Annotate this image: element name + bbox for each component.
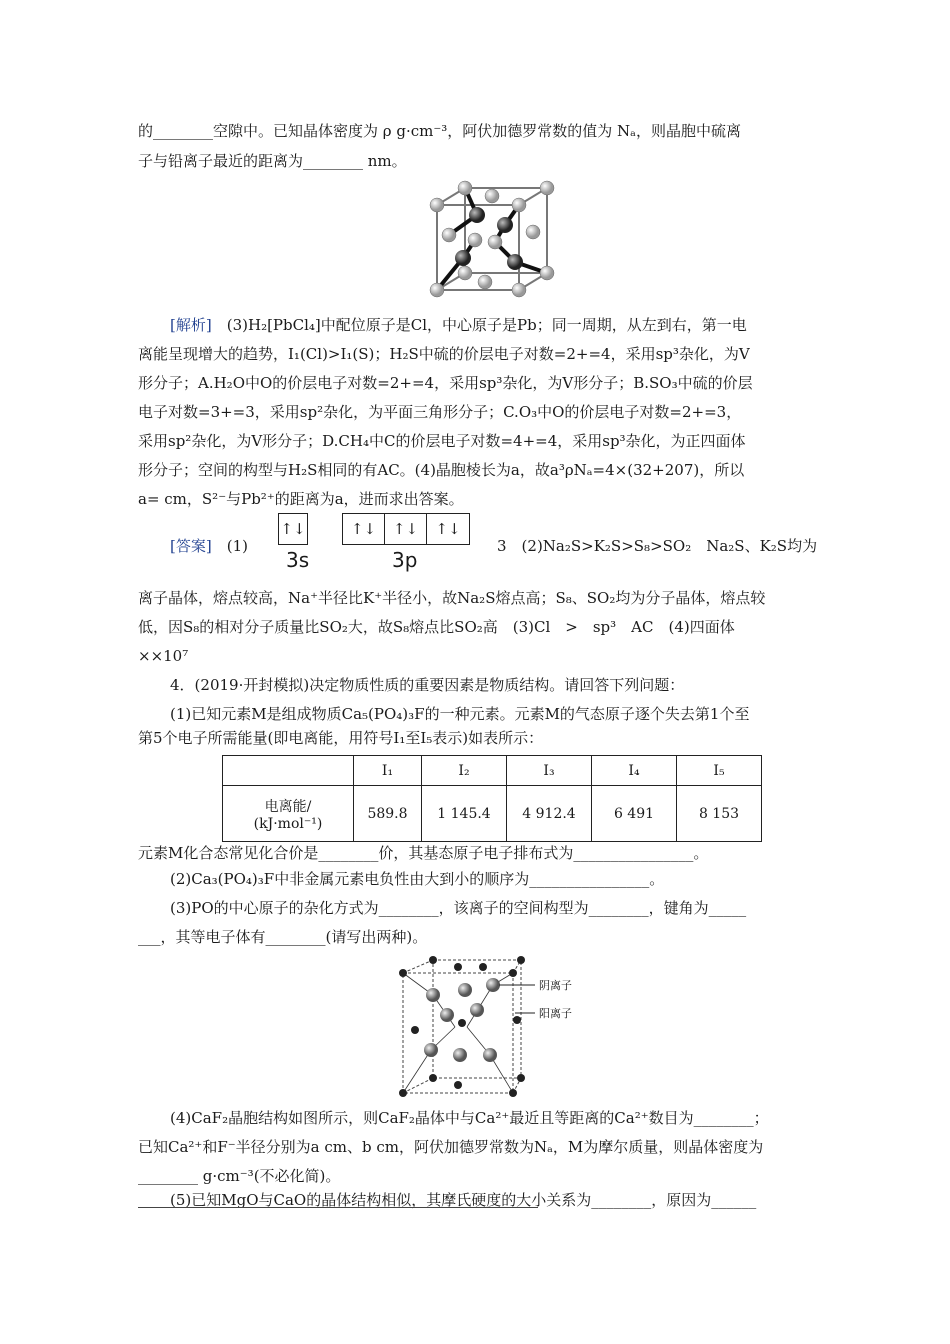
q4-stem: 4．(2019·开封模拟)决定物质性质的重要因素是物质结构。请回答下列问题： [170, 676, 685, 694]
text-line: (3)PO的中心原子的杂化方式为________，该离子的空间构型为________，键角为_____ [170, 899, 747, 917]
orbital-3p-box [342, 513, 470, 545]
text-line: 元素M化合态常见化合价是________价，其基态原子电子排布式为________________。 [138, 844, 709, 862]
text-line: 形分子；空间的构型与H₂S相同的有AC。(4)晶胞棱长为a，故a³ρNₐ=4×(32+207)，所以 [138, 461, 745, 479]
text-line: 离子晶体，熔点较高，Na⁺半径比K⁺半径小，故Na₂S熔点高；S₈、SO₂均为分子晶体，熔点较 [138, 589, 766, 607]
anion-label: 阴离子 [539, 979, 572, 992]
table-cell: 6 491 [592, 786, 677, 842]
text-line: 已知Ca²⁺和F⁻半径分别为a cm、b cm，阿伏加德罗常数为Nₐ，M为摩尔质量，则晶体密度为 [138, 1138, 764, 1156]
text-line: ××10⁷ [138, 647, 189, 665]
text-line: (4)CaF₂晶胞结构如图所示，则CaF₂晶体中与Ca²⁺最近且等距离的Ca²⁺数目为________； [170, 1109, 769, 1127]
orbital-3p-label: 3p [392, 548, 418, 572]
caf2-crystal-figure [395, 955, 595, 1105]
table-cell: I₂ [422, 756, 507, 786]
text-line: 采用sp²杂化，为V形分子；D.CH₄中C的价层电子对数=4+=4，采用sp³杂化，为正四面体 [138, 432, 746, 450]
text-span: (1) [226, 537, 248, 555]
table-cell: I₄ [592, 756, 677, 786]
table-cell: I₅ [677, 756, 762, 786]
text-line: (5)已知MgO与CaO的晶体结构相似，其摩氏硬度的大小关系为________，原因为______ [170, 1191, 757, 1209]
analysis-line-1 [170, 314, 747, 336]
orbital-3s-label: 3s [286, 548, 310, 572]
orbital-cell: ↑↓ [385, 514, 427, 544]
text-line: 子与铅离子最近的距离为________ nm。 [138, 152, 407, 170]
table-cell: 589.8 [354, 786, 422, 842]
text-line: 形分子；A.H₂O中O的价层电子对数=2+=4，采用sp³杂化，为V形分子；B.SO₃中硫的价层 [138, 374, 753, 392]
table-header-row [223, 756, 762, 786]
text-line: 低，因S₈的相对分子质量比SO₂大，故S₈熔点比SO₂高 (3)Cl > sp³ AC (4)四面体 [138, 618, 735, 636]
analysis-tag: [解析] [170, 316, 212, 334]
table-cell [223, 756, 354, 786]
text-line: 第5个电子所需能量(即电离能，用符号I₁至I₅表示)如表所示： [138, 729, 544, 747]
orbital-cell: ↑↓ [343, 514, 385, 544]
table-row [223, 786, 762, 842]
orbital-cell: ↑↓ [280, 520, 306, 538]
text-span: (3)H₂[PbCl₄]中配位原子是Cl，中心原子是Pb；同一周期，从左到右，第一电 [226, 316, 747, 334]
answer-rule-line [138, 1207, 538, 1208]
orbital-3s-box [278, 513, 308, 545]
text-line: (1)已知元素M是组成物质Ca₅(PO₄)₃F的一种元素。元素M的气态原子逐个失去第1个至 [170, 705, 750, 723]
table-cell: I₁ [354, 756, 422, 786]
text-line: ________ g·cm⁻³(不必化简)。 [138, 1167, 341, 1185]
cation-label: 阳离子 [539, 1007, 572, 1020]
text-line: 的________空隙中。已知晶体密度为 ρ g·cm⁻³，阿伏加德罗常数的值为 Nₐ，则晶胞中硫离 [138, 122, 741, 140]
table-cell: I₃ [507, 756, 592, 786]
text-line: ___，其等电子体有________(请写出两种)。 [138, 928, 428, 946]
text-line: (2)Ca₃(PO₄)₃F中非金属元素电负性由大到小的顺序为________________。 [170, 870, 665, 888]
pbs-crystal-figure [425, 180, 560, 300]
answer-line [170, 535, 248, 557]
orbital-cell: ↑↓ [435, 520, 461, 538]
answer-tag: [答案] [170, 537, 212, 555]
table-cell: 1 145.4 [422, 786, 507, 842]
text-line: a= cm，S²⁻与Pb²⁺的距离为a，进而求出答案。 [138, 490, 464, 508]
ionization-energy-table [222, 755, 762, 842]
row-label-unit: (kJ·mol⁻¹) [253, 815, 323, 832]
table-cell: 8 153 [677, 786, 762, 842]
text-line: 3 (2)Na₂S>K₂S>S₈>SO₂ Na₂S、K₂S均为 [497, 537, 818, 555]
table-cell [223, 786, 354, 842]
text-line: 离能呈现增大的趋势，I₁(Cl)>I₁(S)；H₂S中硫的价层电子对数=2+=4，采用sp³杂化，为V [138, 345, 750, 363]
row-label: 电离能/ [264, 798, 312, 815]
table-cell: 4 912.4 [507, 786, 592, 842]
text-line: 电子对数=3+=3，采用sp²杂化，为平面三角形分子；C.O₃中O的价层电子对数=2+=3， [138, 403, 742, 421]
